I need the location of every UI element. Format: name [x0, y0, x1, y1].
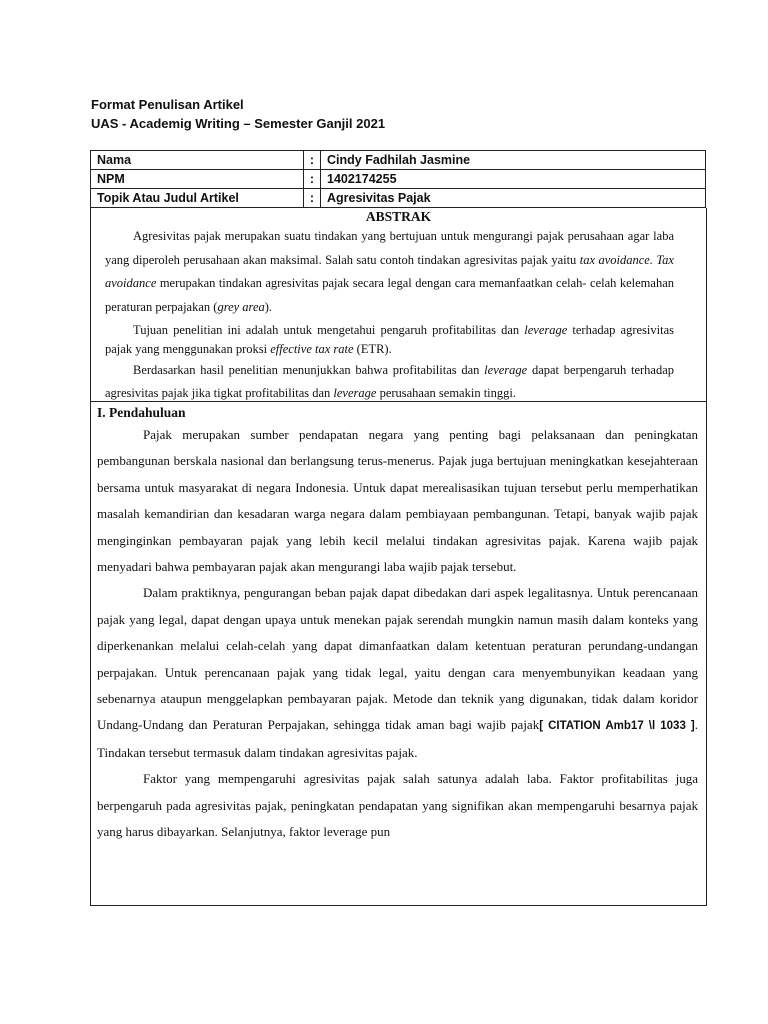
body-text: Dalam praktiknya, pengurangan beban pajak dapat dibedakan dari aspek legalitasnya. Untuk perencanaan pajak yang legal, dapat dengan upaya untuk menekan pajak serendah mungkin namun masih dalam konteks yang diperkenankan melalui celah-celah yang dapat dimanfaatkan dalam ketentuan peraturan perundang-undangan perpajakan. Untuk perencanaan pajak yang tidak legal, yaitu dengan cara menyembunyikan keadaan yang sebenarnya ataupun menggelapkan pembayaran pajak. Metode dan teknik yang digunakan, tidak dalam koridor Undang-Undang dan Peraturan Perpajakan, sehingga tidak aman bagi wajib pajak: [97, 585, 698, 733]
body-paragraph-3: [91, 766, 706, 845]
abstract-text: Agresivitas pajak merupakan suatu tindakan yang bertujuan untuk mengurangi pajak perusahaan agar laba yang diperoleh perusahaan akan maksimal. Salah satu contoh tindakan agresivitas pajak yaitu: [105, 229, 674, 267]
student-info-table: [90, 150, 706, 208]
table-row: [91, 151, 706, 170]
table-row: [91, 189, 706, 208]
info-value: Agresivitas Pajak: [321, 189, 706, 208]
abstract-italic-text: tax avoidance. Tax avoidance: [105, 252, 674, 290]
body-text: Faktor yang mempengaruhi agresivitas pajak salah satunya adalah laba. Faktor profitabilitas juga berpengaruh pada agresivitas pajak, peningkatan pendapatan yang signifikan akan mempengaruhi besarnya pajak yang harus dibayarkan. Selanjutnya, faktor leverage pun: [97, 771, 698, 840]
body-paragraph-1: [91, 422, 706, 580]
info-separator: :: [304, 170, 321, 189]
abstract-text: terhadap agresivitas pajak yang menggunakan proksi: [105, 323, 674, 356]
body-text: Pajak merupakan sumber pendapatan negara yang penting bagi pelaksanaan dan peningkatan pembangunan berskala nasional dan berlangsung terus-menerus. Pajak juga bertujuan meningkatkan kesejahteraan bersama untuk masyarakat di negara Indonesia. Untuk dapat merealisasikan tujuan tersebut perlu memperhatikan masalah kemandirian dan kesadaran warga negara dalam pembiayaan pembangunan. Tetapi, banyak wajib pajak menginginkan pembayaran pajak yang lebih kecil melalui tindakan agresivitas pajak. Karena wajib pajak menyadari bahwa pembayaran pajak akan mengurangi laba wajib pajak tersebut.: [97, 427, 698, 575]
abstract-italic-text: leverage: [524, 323, 568, 337]
info-label: Nama: [91, 151, 304, 170]
abstract-paragraph-2: [91, 321, 706, 359]
info-label: NPM: [91, 170, 304, 189]
info-label: Topik Atau Judul Artikel: [91, 189, 304, 208]
abstract-italic-text: leverage: [333, 386, 377, 400]
abstract-title: ABSTRAK: [365, 209, 432, 224]
abstract-italic-text: effective tax rate: [270, 342, 354, 356]
abstract-text: merupakan tindakan agresivitas pajak secara legal dengan cara memanfaatkan celah- celah kelemahan peraturan perpajakan (: [105, 276, 674, 314]
abstract-paragraph-1: [91, 225, 706, 319]
document-header: [91, 95, 385, 133]
abstract-text: perusahaan semakin tinggi.: [376, 386, 516, 400]
abstract-text: ).: [264, 299, 273, 314]
section-title: I. Pendahuluan: [97, 405, 186, 420]
abstract-section: [90, 208, 707, 402]
header-line-2: UAS - Academig Writing – Semester Ganjil 2021: [91, 116, 386, 131]
citation-field: [ CITATION Amb17 \l 1033 ]: [539, 720, 695, 733]
info-separator: :: [304, 189, 321, 208]
info-value: 1402174255: [321, 170, 706, 189]
abstract-text: (ETR).: [353, 342, 392, 356]
abstract-text: dapat berpengaruh terhadap agresivitas pajak jika tigkat profitabilitas dan: [105, 363, 675, 400]
introduction-section: [90, 401, 707, 906]
info-value: Cindy Fadhilah Jasmine: [321, 151, 706, 170]
header-line-1: Format Penulisan Artikel: [91, 97, 244, 112]
abstract-text: Tujuan penelitian ini adalah untuk mengetahui pengaruh profitabilitas dan: [133, 323, 525, 337]
abstract-italic-text: grey area: [217, 299, 265, 314]
abstract-text: Berdasarkan hasil penelitian menunjukkan bahwa profitabilitas dan: [133, 363, 485, 377]
info-separator: :: [304, 151, 321, 170]
body-text: . Tindakan tersebut termasuk dalam tindakan agresivitas pajak.: [97, 717, 699, 760]
abstract-italic-text: leverage: [484, 363, 528, 377]
abstract-paragraph-3: [91, 359, 706, 405]
table-row: [91, 170, 706, 189]
body-paragraph-2: [91, 580, 706, 766]
